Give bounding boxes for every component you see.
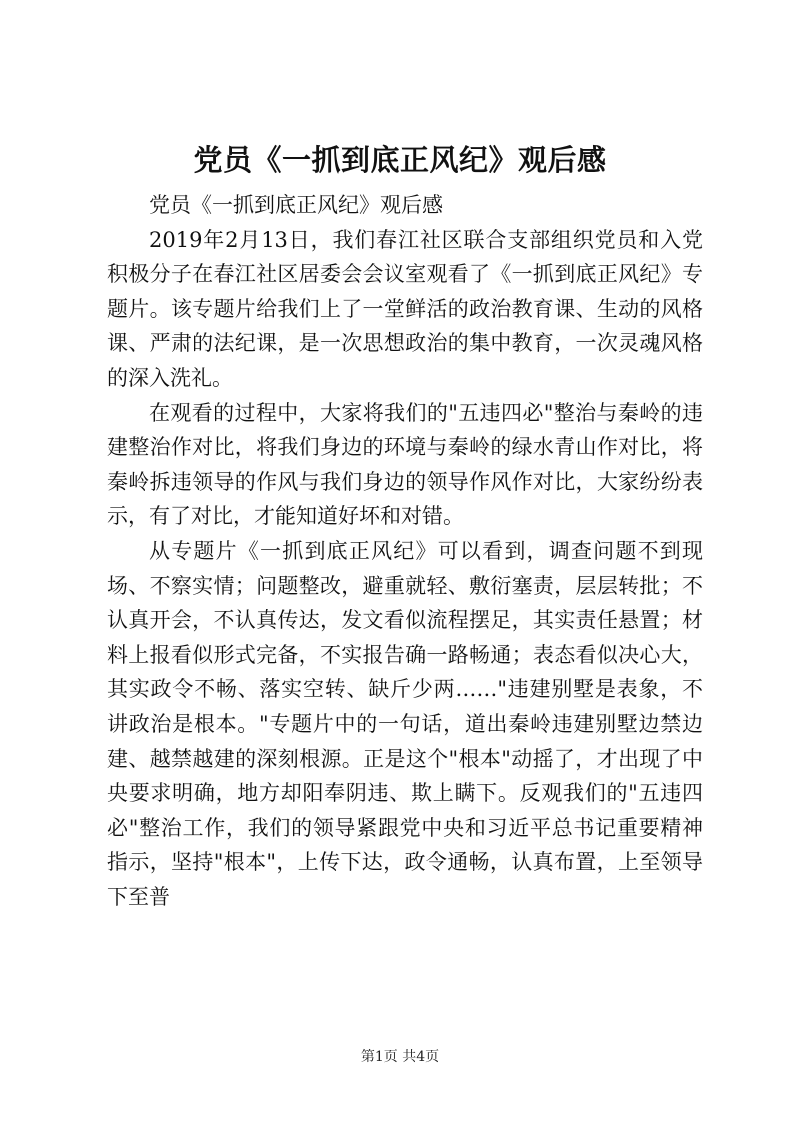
document-body [107,188,703,914]
paragraph: 从专题片《一抓到底正风纪》可以看到，调查问题不到现场、不察实情；问题整改，避重就轻、敷衍塞责，层层转批；不认真开会，不认真传达，发文看似流程摆足，其实责任悬置；材料上报看似形式完备，不实报告确一路畅通；表态看似决心大，其实政令不畅、落实空转、缺斤少两……"违建别墅是表象，不讲政治是根本。"专题片中的一句话，道出秦岭违建别墅边禁边建、越禁越建的深刻根源。正是这个"根本"动摇了，才出现了中央要求明确，地方却阳奉阴违、欺上瞒下。反观我们的"五违四必"整治工作，我们的领导紧跟党中央和习近平总书记重要精神指示，坚持"根本"，上传下达，政令通畅，认真布置，上至领导下至普 [107,538,703,909]
paragraph: 2019年2月13日，我们春江社区联合支部组织党员和入党积极分子在春江社区居委会会议室观看了《一抓到底正风纪》专题片。该专题片给我们上了一堂鲜活的政治教育课、生动的风格课、严肃的法纪课，是一次思想政治的集中教育，一次灵魂风格的深入洗礼。 [107,227,703,390]
paragraph: 在观看的过程中，大家将我们的"五违四必"整治与秦岭的违建整治作对比，将我们身边的环境与秦岭的绿水青山作对比，将秦岭拆违领导的作风与我们身边的领导作风作对比，大家纷纷表示，有了对比，才能知道好坏和对错。 [107,400,703,529]
page-number-footer: 第1页 共4页 [360,1049,440,1065]
paragraph-subtitle: 党员《一抓到底正风纪》观后感 [149,193,443,217]
document-title: 党员《一抓到底正风纪》观后感 [193,143,607,177]
